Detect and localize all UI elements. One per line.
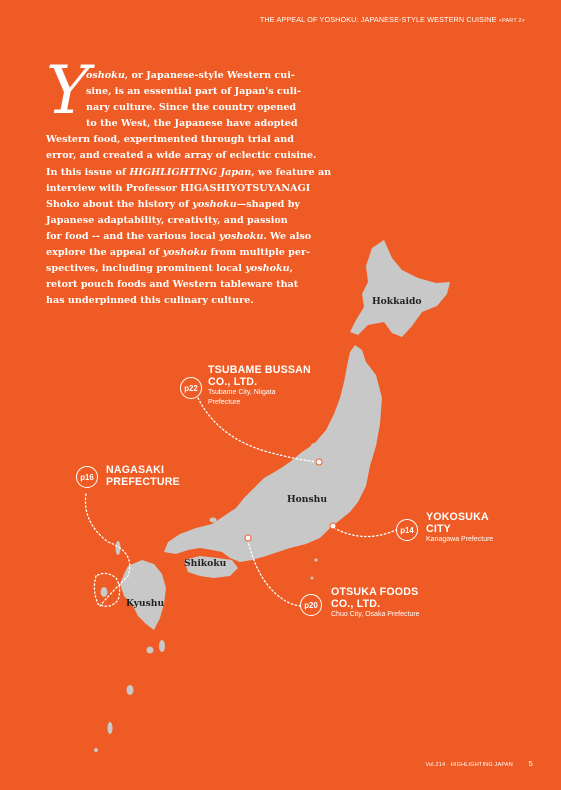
callout-title: NAGASAKI — [106, 464, 165, 476]
kyushu-shape — [120, 560, 166, 630]
footer-issue: Vol.214 · HIGHLIGHTING JAPAN — [425, 762, 513, 768]
callout-title: PREFECTURE — [106, 475, 180, 488]
hokkaido-shape — [350, 240, 450, 337]
yakushima-island — [147, 647, 154, 654]
tanegashima-island — [159, 640, 165, 652]
callout-nagasaki — [106, 465, 180, 488]
callout-title: CO., LTD. — [331, 597, 381, 610]
callout-title: TSUBAME BUSSAN — [208, 364, 311, 376]
callout-tsubame-bussan — [208, 365, 311, 408]
page-number: 5 — [528, 759, 533, 768]
region-label-honshu: Honshu — [287, 494, 328, 505]
callout-title: YOKOSUKA — [426, 511, 489, 523]
callout-subtitle: Chuo City, Osaka Prefecture — [331, 611, 420, 618]
intro-paragraph: oshoku, or Japanese-style Western cui- sine, is an essential part of Japan's culi- nary culture. Since the country opened to the West, the Japanese have adopted Western food, experimented through trial and error, and created a wide array of eclectic cuisine. In this issue of HIGHLIGHTING Japan, we feature an interview with Professor HIGASHIYOTSUYANAGI Shoko about the history of yoshoku—shaped by Japanese adaptability, creativity, and passion for food -- and the various local yoshoku. We also explore the appeal of yoshoku from multiple per- spectives, including prominent local yoshoku, retort pouch foods and Western tableware that has underpinned this culinary culture. — [46, 70, 332, 307]
oki-island — [210, 518, 217, 523]
page-badge-p14: p14 — [396, 519, 418, 541]
leader-yokosuka — [334, 528, 396, 537]
amami-island — [127, 685, 134, 695]
page-badge-p20: p20 — [300, 594, 322, 616]
marker-tsubame — [316, 459, 322, 465]
ryukyu-islet — [94, 748, 98, 752]
page-badge-p22: p22 — [180, 377, 202, 399]
callout-title: OTSUKA FOODS — [331, 586, 419, 598]
goto-island — [101, 587, 108, 597]
okinawa-island — [108, 722, 113, 734]
callout-subtitle: Prefecture — [208, 399, 241, 406]
region-label-shikoku: Shikoku — [184, 558, 227, 569]
marker-yokosuka — [330, 523, 336, 529]
region-label-hokkaido: Hokkaido — [372, 296, 422, 307]
callout-subtitle: Tsubame City, Niigata — [208, 389, 276, 396]
callout-title: CITY — [426, 522, 451, 535]
sado-island — [310, 443, 318, 457]
izu-islet-2 — [311, 577, 314, 580]
page-footer — [425, 759, 533, 768]
izu-islet — [314, 558, 317, 561]
marker-otsuka — [245, 535, 251, 541]
region-label-kyushu: Kyushu — [126, 598, 165, 609]
page-badge-p16: p16 — [76, 466, 98, 488]
callout-otsuka-foods — [331, 587, 420, 620]
callout-subtitle: Kanagawa Prefecture — [426, 536, 494, 543]
callout-title: CO., LTD. — [208, 375, 258, 388]
drop-cap: Y — [46, 52, 90, 129]
header-title: THE APPEAL OF YOSHOKU: JAPANESE-STYLE WESTERN CUISINE — [259, 15, 497, 24]
callout-yokosuka — [426, 512, 493, 545]
header-part: <PART 2> — [498, 18, 525, 24]
